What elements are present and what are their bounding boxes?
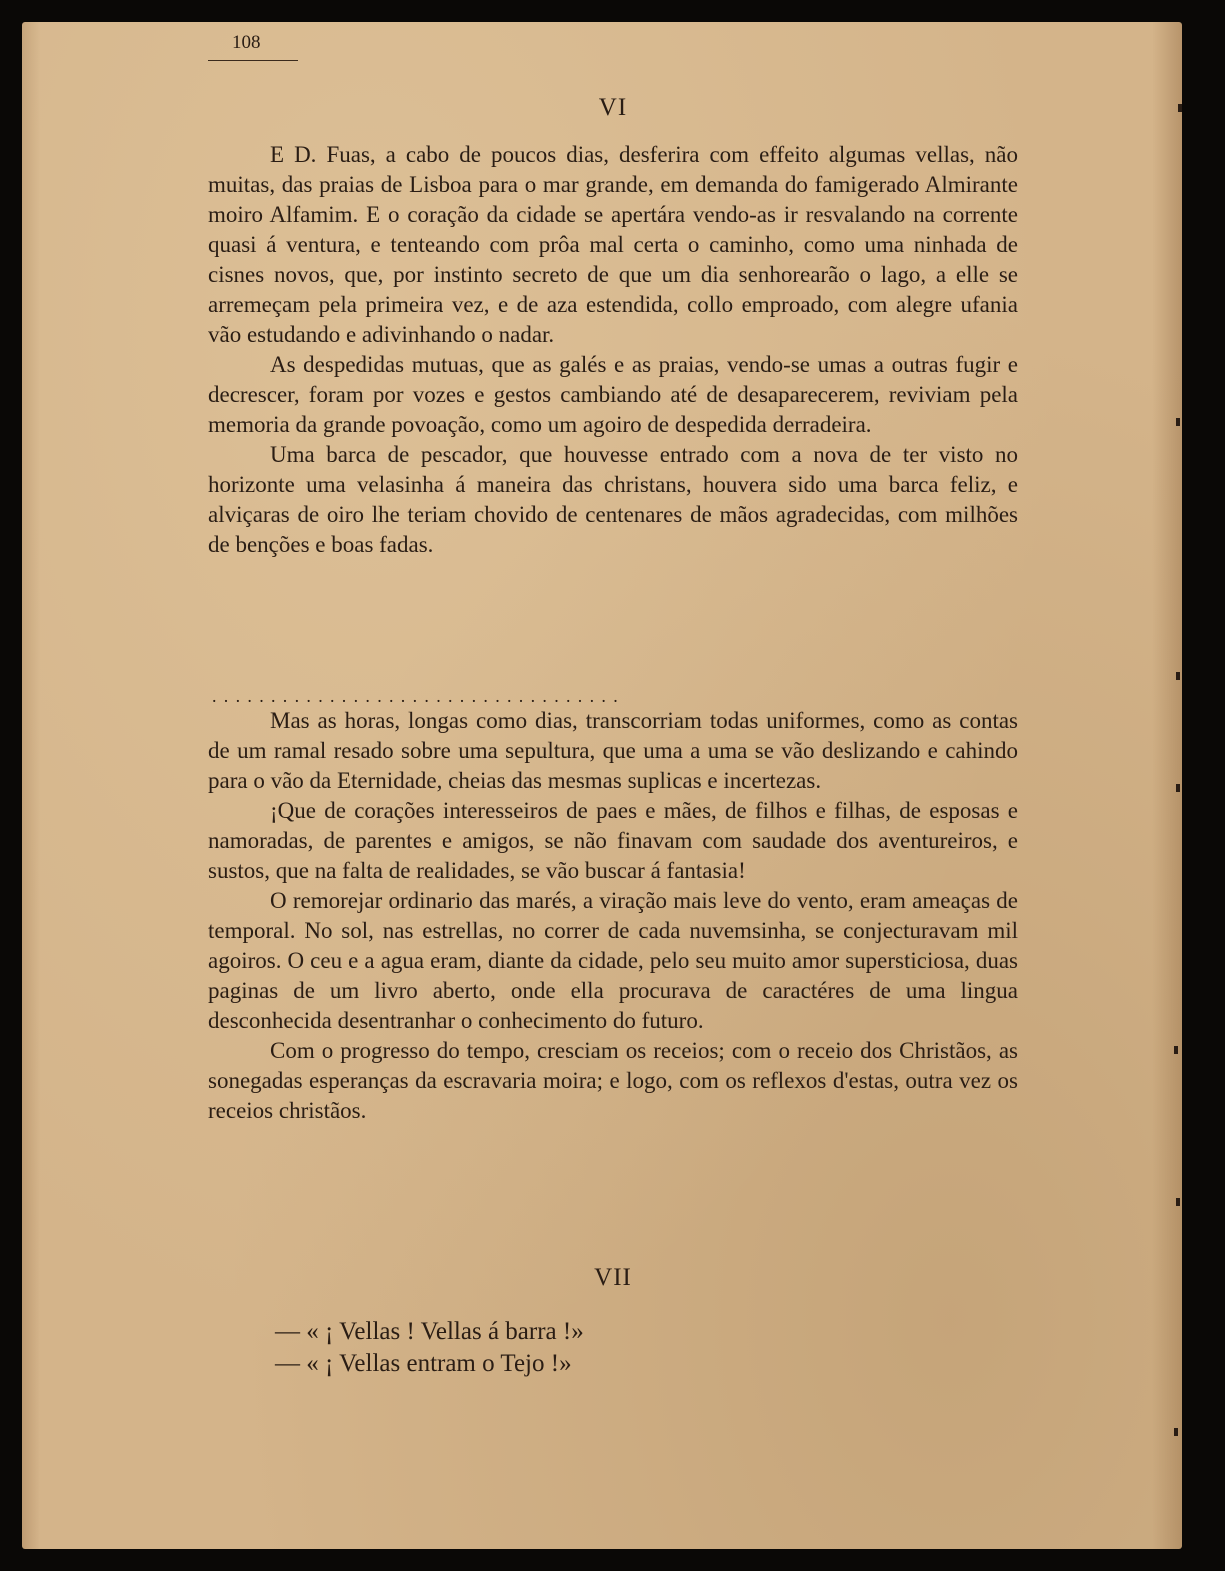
paragraph: Com o progresso do tempo, cresciam os receios; com o receio dos Christãos, as sonegadas esperanças da escravaria moira; e logo, com os reflexos d'estas, outra vez os receios christãos. bbox=[208, 1038, 1018, 1123]
section-separator-dots: ................................... bbox=[212, 686, 625, 706]
paragraph: Uma barca de pescador, que houvesse entrado com a nova de ter visto no horizonte uma velasinha á maneira das christans, houvera sido uma barca feliz, e alviçaras de oiro lhe teriam chovido de centenares de mãos agradecidas, com milhões de benções e boas fadas. bbox=[208, 442, 1018, 557]
paragraph: E D. Fuas, a cabo de poucos dias, desferira com effeito algumas vellas, não muitas, das praias de Lisboa para o mar grande, em demanda do famigerado Almirante moiro Alfamim. E o coração da cidade se apertára vendo-as ir resvalando na corrente quasi á ventura, e tenteando com prôa mal certa o caminho, como uma ninhada de cisnes novos, que, por instinto secreto de que um dia senhorearão o lago, a elle se arremeçam pela primeira vez, e de aza estendida, collo emproado, com alegre ufania vão estudando e adivinhando o nadar. bbox=[208, 142, 1018, 347]
paragraph: ¡Que de corações interesseiros de paes e mães, de filhos e filhas, de esposas e namoradas, de parentes e amigos, se não finavam com saudade dos aventureiros, e sustos, que na falta de realidades, se vão buscar á fantasia! bbox=[208, 798, 1018, 883]
paragraph: Mas as horas, longas como dias, transcorriam todas uniformes, como as contas de um ramal resado sobre uma sepultura, que uma a uma se vão deslizando e cahindo para o vão da Eternidade, cheias das mesmas suplicas e incertezas. bbox=[208, 708, 1018, 793]
binding-mark bbox=[1176, 418, 1180, 426]
section-vi-continued-text bbox=[208, 706, 1018, 1126]
binding-mark bbox=[1178, 104, 1182, 112]
binding-mark bbox=[1176, 1198, 1180, 1206]
paragraph: O remorejar ordinario das marés, a viração mais leve do vento, eram ameaças de temporal. No sol, nas estrellas, no correr de cada nuvemsinha, se conjecturavam mil agoiros. O ceu e a agua eram, diante da cidade, pelo seu muito amor supersticiosa, duas paginas de um livro aberto, onde ella procurava de caractéres de uma lingua desconhecida desentranhar o conhecimento do futuro. bbox=[208, 888, 1018, 1033]
page-number: 108 bbox=[208, 32, 298, 61]
section-heading-vi: VI bbox=[598, 94, 628, 121]
dialogue-lines bbox=[275, 1316, 584, 1380]
binding-mark bbox=[1176, 672, 1180, 680]
section-heading-vii: VII bbox=[594, 1264, 632, 1291]
paragraph: As despedidas mutuas, que as galés e as praias, vendo-se umas a outras fugir e decrescer, foram por vozes e gestos cambiando até de desaparecerem, reviviam pela memoria da grande povoação, como um agoiro de despedida derradeira. bbox=[208, 352, 1018, 437]
dialogue-line: — « ¡ Vellas ! Vellas á barra !» bbox=[275, 1318, 584, 1345]
binding-mark bbox=[1174, 1428, 1178, 1436]
dialogue-line: — « ¡ Vellas entram o Tejo !» bbox=[275, 1350, 572, 1377]
section-vi-text bbox=[208, 140, 1018, 560]
binding-mark bbox=[1174, 1046, 1178, 1054]
binding-mark bbox=[1176, 784, 1180, 792]
